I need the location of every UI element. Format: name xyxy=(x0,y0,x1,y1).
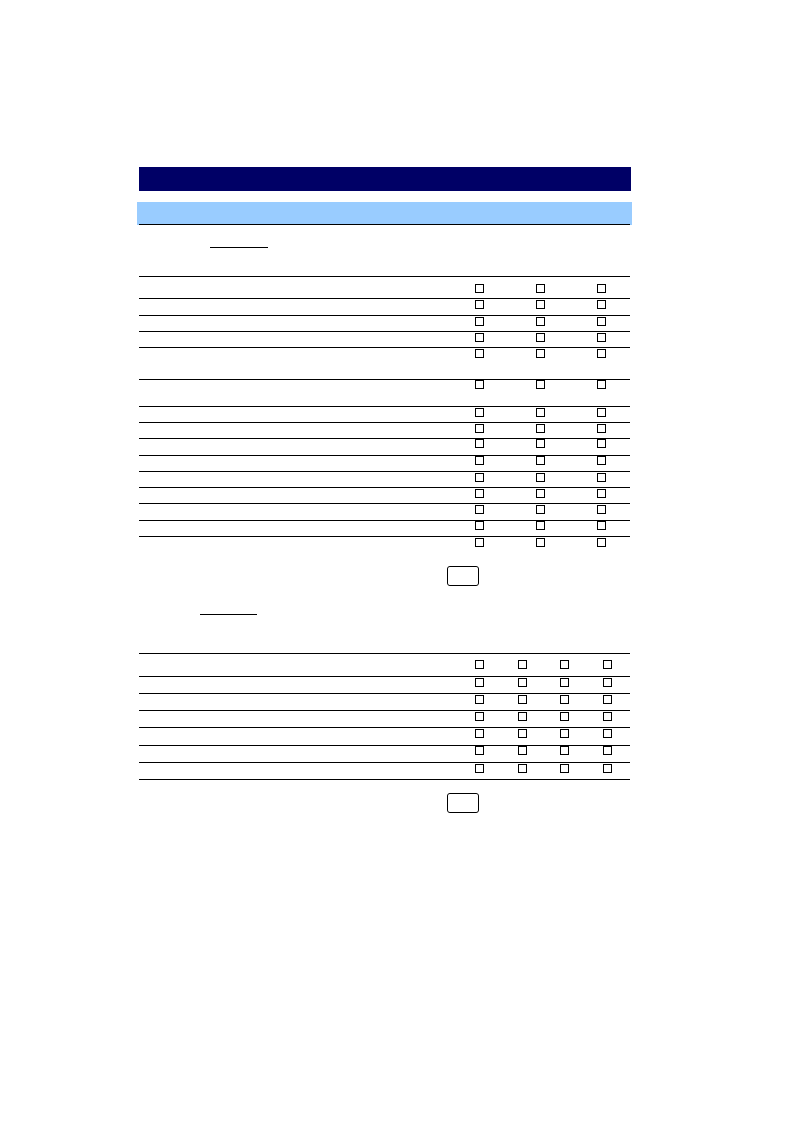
section-1-row-5-option-3-checkbox[interactable] xyxy=(597,349,606,358)
section-2-row-1-option-1-checkbox[interactable] xyxy=(475,660,484,669)
section-1-row-1-option-3-checkbox[interactable] xyxy=(597,284,606,293)
section-1-row-6-option-1-checkbox[interactable] xyxy=(475,380,484,389)
section-2-row-3-option-2-checkbox[interactable] xyxy=(518,695,527,704)
section-1-row-5-option-1-checkbox[interactable] xyxy=(475,349,484,358)
section-1-row-divider xyxy=(139,315,630,316)
section-1-row-11-option-2-checkbox[interactable] xyxy=(536,473,545,482)
section-1-row-14-option-1-checkbox[interactable] xyxy=(475,521,484,530)
section-2-row-5-option-3-checkbox[interactable] xyxy=(560,729,569,738)
section-2-row-7-option-1-checkbox[interactable] xyxy=(475,764,484,773)
header-divider xyxy=(139,224,630,225)
section-1-row-13-option-3-checkbox[interactable] xyxy=(597,505,606,514)
section-2-underline xyxy=(200,614,257,615)
section-1-row-4-option-3-checkbox[interactable] xyxy=(597,333,606,342)
section-1-row-14-option-3-checkbox[interactable] xyxy=(597,521,606,530)
section-1-row-7-option-3-checkbox[interactable] xyxy=(597,408,606,417)
section-2-row-divider xyxy=(139,693,630,694)
section-2-row-2-option-4-checkbox[interactable] xyxy=(603,678,612,687)
section-1-row-9-option-2-checkbox[interactable] xyxy=(536,439,545,448)
section-1-row-divider xyxy=(139,422,630,423)
section-1-row-15-option-3-checkbox[interactable] xyxy=(597,538,606,547)
section-1-row-13-option-1-checkbox[interactable] xyxy=(475,505,484,514)
section-2-row-1-option-2-checkbox[interactable] xyxy=(518,660,527,669)
section-1-row-1-option-2-checkbox[interactable] xyxy=(536,284,545,293)
section-2-row-divider xyxy=(139,779,630,780)
section-2-row-7-option-3-checkbox[interactable] xyxy=(560,764,569,773)
section-1-row-4-option-1-checkbox[interactable] xyxy=(475,333,484,342)
section-1-row-divider xyxy=(139,471,630,472)
section-header-bar xyxy=(137,202,632,225)
section-1-underline xyxy=(210,247,268,248)
section-2-row-divider xyxy=(139,762,630,763)
section-1-row-3-option-1-checkbox[interactable] xyxy=(475,317,484,326)
section-2-row-7-option-2-checkbox[interactable] xyxy=(518,764,527,773)
section-1-row-12-option-2-checkbox[interactable] xyxy=(536,489,545,498)
section-2-row-6-option-1-checkbox[interactable] xyxy=(475,746,484,755)
section-2-row-divider xyxy=(139,710,630,711)
section-1-row-divider xyxy=(139,276,630,277)
section-2-row-6-option-2-checkbox[interactable] xyxy=(518,746,527,755)
section-2-row-divider xyxy=(139,676,630,677)
section-1-row-divider xyxy=(139,438,630,439)
section-1-row-7-option-1-checkbox[interactable] xyxy=(475,408,484,417)
section-1-row-divider xyxy=(139,503,630,504)
section-2-row-3-option-1-checkbox[interactable] xyxy=(475,695,484,704)
section-1-row-7-option-2-checkbox[interactable] xyxy=(536,408,545,417)
section-1-row-15-option-1-checkbox[interactable] xyxy=(475,538,484,547)
section-1-row-15-option-2-checkbox[interactable] xyxy=(536,538,545,547)
section-2-row-6-option-4-checkbox[interactable] xyxy=(603,746,612,755)
section-1-row-divider xyxy=(139,331,630,332)
section-1-row-8-option-3-checkbox[interactable] xyxy=(597,424,606,433)
section-2-row-2-option-1-checkbox[interactable] xyxy=(475,678,484,687)
section-1-row-1-option-1-checkbox[interactable] xyxy=(475,284,484,293)
section-2-row-5-option-2-checkbox[interactable] xyxy=(518,729,527,738)
section-2-row-divider xyxy=(139,727,630,728)
section-1-row-divider xyxy=(139,298,630,299)
section-1-row-divider xyxy=(139,536,630,537)
section-1-row-5-option-2-checkbox[interactable] xyxy=(536,349,545,358)
section-1-row-9-option-1-checkbox[interactable] xyxy=(475,439,484,448)
section-1-row-2-option-1-checkbox[interactable] xyxy=(475,300,484,309)
section-1-row-divider xyxy=(139,347,630,348)
section-1-row-8-option-2-checkbox[interactable] xyxy=(536,424,545,433)
section-2-row-4-option-1-checkbox[interactable] xyxy=(475,712,484,721)
section-1-row-9-option-3-checkbox[interactable] xyxy=(597,439,606,448)
section-2-row-7-option-4-checkbox[interactable] xyxy=(603,764,612,773)
section-2-row-6-option-3-checkbox[interactable] xyxy=(560,746,569,755)
section-1-row-10-option-3-checkbox[interactable] xyxy=(597,456,606,465)
section-1-row-11-option-1-checkbox[interactable] xyxy=(475,473,484,482)
section-1-row-divider xyxy=(139,455,630,456)
section-1-row-divider xyxy=(139,487,630,488)
section-1-row-13-option-2-checkbox[interactable] xyxy=(536,505,545,514)
section-1-row-10-option-1-checkbox[interactable] xyxy=(475,456,484,465)
section-1-row-3-option-2-checkbox[interactable] xyxy=(536,317,545,326)
section-1-row-11-option-3-checkbox[interactable] xyxy=(597,473,606,482)
section-2-row-4-option-2-checkbox[interactable] xyxy=(518,712,527,721)
section-1-row-2-option-2-checkbox[interactable] xyxy=(536,300,545,309)
section-2-row-5-option-4-checkbox[interactable] xyxy=(603,729,612,738)
section-2-row-3-option-3-checkbox[interactable] xyxy=(560,695,569,704)
section-1-row-divider xyxy=(139,406,630,407)
section-1-row-3-option-3-checkbox[interactable] xyxy=(597,317,606,326)
section-1-submit-button[interactable] xyxy=(447,566,479,586)
section-1-row-8-option-1-checkbox[interactable] xyxy=(475,424,484,433)
section-2-row-1-option-4-checkbox[interactable] xyxy=(603,660,612,669)
section-1-row-10-option-2-checkbox[interactable] xyxy=(536,456,545,465)
section-2-row-divider xyxy=(139,745,630,746)
section-1-row-12-option-1-checkbox[interactable] xyxy=(475,489,484,498)
section-1-row-divider xyxy=(139,520,630,521)
section-2-submit-button[interactable] xyxy=(447,793,479,813)
section-1-row-6-option-3-checkbox[interactable] xyxy=(597,380,606,389)
section-1-row-4-option-2-checkbox[interactable] xyxy=(536,333,545,342)
section-1-row-12-option-3-checkbox[interactable] xyxy=(597,489,606,498)
form-title-bar xyxy=(139,167,631,191)
section-2-row-1-option-3-checkbox[interactable] xyxy=(560,660,569,669)
section-2-row-2-option-2-checkbox[interactable] xyxy=(518,678,527,687)
section-1-row-divider xyxy=(139,379,630,380)
section-2-row-2-option-3-checkbox[interactable] xyxy=(560,678,569,687)
section-1-row-6-option-2-checkbox[interactable] xyxy=(536,380,545,389)
section-2-row-divider xyxy=(139,653,630,654)
section-1-row-2-option-3-checkbox[interactable] xyxy=(597,300,606,309)
section-2-row-4-option-3-checkbox[interactable] xyxy=(560,712,569,721)
section-2-row-4-option-4-checkbox[interactable] xyxy=(603,712,612,721)
section-2-row-5-option-1-checkbox[interactable] xyxy=(475,729,484,738)
section-2-row-3-option-4-checkbox[interactable] xyxy=(603,695,612,704)
section-1-row-14-option-2-checkbox[interactable] xyxy=(536,521,545,530)
